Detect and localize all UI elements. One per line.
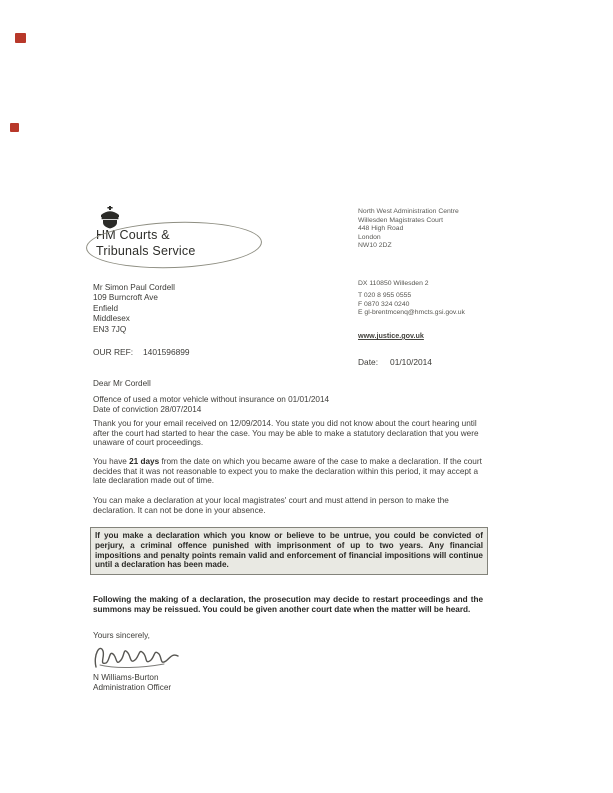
conviction-date-line: Date of conviction 28/07/2014: [93, 404, 202, 414]
recipient-address-line: EN3 7JQ: [93, 324, 127, 334]
sender-address-line: North West Administration Centre: [358, 208, 459, 215]
org-name: [96, 228, 196, 259]
date-label: Date:: [358, 357, 379, 367]
para2-rest: from the date on which you became aware of the case to make a declaration. If the court decides that it was not reasonable to expect you to make the declaration within this period, it may accept a late declaration made out of time.: [93, 457, 482, 486]
org-name-line1: HM Courts &: [96, 228, 170, 242]
website-link: www.justice.gov.uk: [358, 331, 424, 340]
subject-block: [93, 395, 329, 414]
scan-artifact-mark: [15, 33, 26, 43]
recipient-address: [93, 283, 175, 335]
para2-bold-21-days: 21 days: [129, 457, 160, 466]
sender-address-line: London: [358, 233, 381, 241]
telephone-line: T 020 8 955 0555: [358, 292, 412, 300]
date-value: 01/10/2014: [390, 357, 432, 367]
handwritten-signature: [90, 639, 186, 673]
sender-address-line: Willesden Magistrates Court: [358, 216, 443, 224]
org-name-line2: Tribunals Service: [96, 243, 196, 258]
hmcts-crown-icon: [98, 206, 122, 229]
signatory-title: Administration Officer: [93, 683, 172, 692]
email-line: E gl-brentmcenq@hmcts.gsi.gov.uk: [358, 309, 465, 317]
signatory-block: [93, 673, 171, 693]
signatory-name: N Williams-Burton: [93, 673, 159, 682]
reference-value: 1401596899: [143, 347, 190, 357]
scan-artifact-mark: [10, 123, 19, 132]
paragraph-21-days: [93, 457, 485, 486]
salutation: Dear Mr Cordell: [93, 379, 151, 388]
paragraph-attend-in-person: You can make a declaration at your local magistrates' court and must attend in person to make the declaration. It can not be done in your absence.: [93, 496, 449, 515]
recipient-address-line: Enfield: [93, 303, 119, 313]
paragraph-prosecution-restart: Following the making of a declaration, the prosecution may decide to restart proceedings and the summons may be reissued. You could be given another court date when the matter will be heard.: [93, 595, 483, 614]
recipient-address-line: Middlesex: [93, 314, 130, 324]
fax-line: F 0870 324 0240: [358, 300, 410, 308]
dx-line: DX 110850 Willesden 2: [358, 280, 429, 287]
closing-line: Yours sincerely,: [93, 631, 150, 640]
sender-address-line: 448 High Road: [358, 225, 404, 233]
sender-address: [358, 208, 459, 251]
paragraph-statutory-declaration: Thank you for your email received on 12/09/2014. You state you did not know about the court hearing until after the court had started to hear the case. You may be able to make a statutory declaration that you were unaware of court proceedings.: [93, 419, 479, 448]
offence-line: Offence of used a motor vehicle without insurance on 01/01/2014: [93, 395, 330, 404]
reference-label: OUR REF:: [93, 347, 134, 357]
date-line: [358, 357, 432, 367]
para2-prefix: You have: [93, 457, 130, 466]
sender-address-line: NW10 2DZ: [358, 242, 392, 250]
reference-line: [93, 347, 190, 357]
contact-block: [358, 280, 465, 318]
recipient-address-line: Mr Simon Paul Cordell: [93, 283, 175, 292]
recipient-address-line: 109 Burncroft Ave: [93, 293, 158, 303]
warning-boxed-paragraph: If you make a declaration which you know or believe to be untrue, you could be convicted of perjury, a criminal offence punished with imprisonment of up to two years. Any financial impositions and penalty points remain valid and enforcement of financial impositions will continue until a declaration has been made.: [90, 527, 488, 575]
